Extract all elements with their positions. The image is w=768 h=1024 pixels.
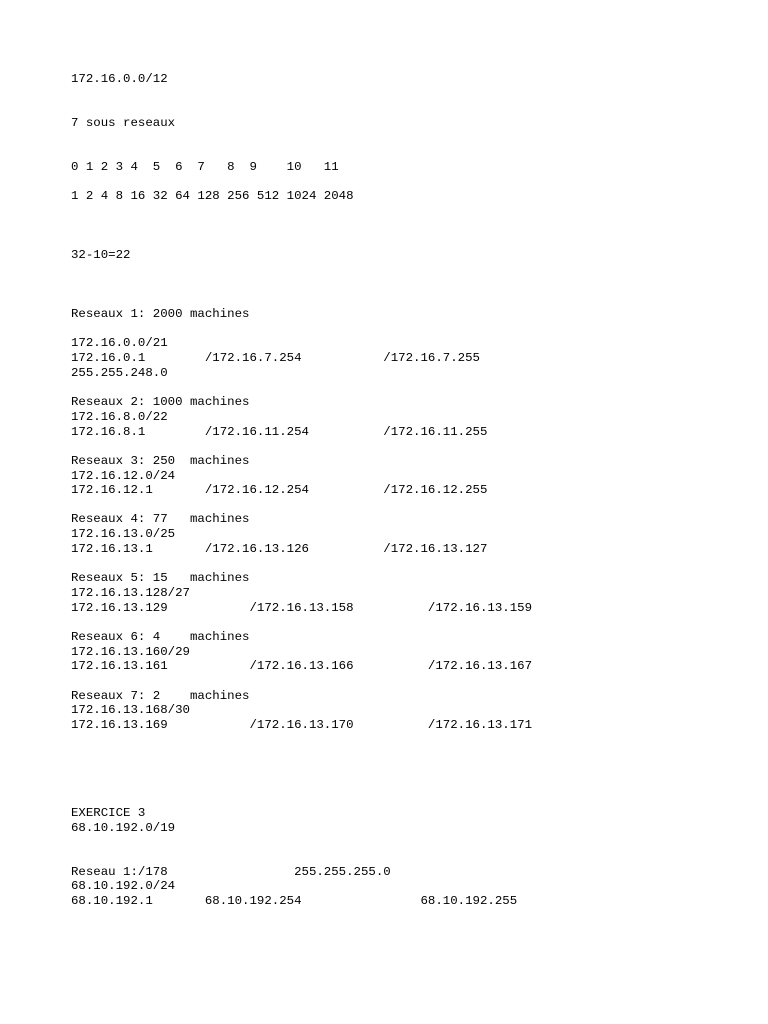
network-6-heading: Reseaux 6: 4 machines <box>71 630 250 644</box>
network-2-prefix: 172.16.8.0/22 <box>71 410 168 424</box>
network-2-range: 172.16.8.1 /172.16.11.254 /172.16.11.255 <box>71 425 488 439</box>
network-5-prefix: 172.16.13.128/27 <box>71 586 190 600</box>
network-1-range: 172.16.0.1 /172.16.7.254 /172.16.7.255 <box>71 351 480 365</box>
network-4-range: 172.16.13.1 /172.16.13.126 /172.16.13.127 <box>71 542 488 556</box>
network-7-prefix: 172.16.13.168/30 <box>71 703 190 717</box>
network-7-range: 172.16.13.169 /172.16.13.170 /172.16.13.171 <box>71 718 533 732</box>
network-1-mask: 255.255.248.0 <box>71 366 168 380</box>
network-5-heading: Reseaux 5: 15 machines <box>71 571 250 585</box>
exercise-3-network-1-prefix: 68.10.192.0/24 <box>71 879 176 893</box>
network-3-prefix: 172.16.12.0/24 <box>71 469 176 483</box>
network-5-range: 172.16.13.129 /172.16.13.158 /172.16.13.159 <box>71 601 533 615</box>
subnet-count-line: 7 sous reseaux <box>71 116 176 130</box>
exercise-3-network-1-range: 68.10.192.1 68.10.192.254 68.10.192.255 <box>71 894 518 908</box>
network-2-heading: Reseaux 2: 1000 machines <box>71 395 250 409</box>
network-6-range: 172.16.13.161 /172.16.13.166 /172.16.13.167 <box>71 659 533 673</box>
exercise-3-network-1-heading: Reseau 1:/178 255.255.255.0 <box>71 865 391 879</box>
network-4-prefix: 172.16.13.0/25 <box>71 527 176 541</box>
network-1-heading: Reseaux 1: 2000 machines <box>71 307 250 321</box>
network-address-line: 172.16.0.0/12 <box>71 72 168 86</box>
network-6-prefix: 172.16.13.160/29 <box>71 645 190 659</box>
exercise-3-network: 68.10.192.0/19 <box>71 821 176 835</box>
network-4-heading: Reseaux 4: 77 machines <box>71 512 250 526</box>
network-7-heading: Reseaux 7: 2 machines <box>71 689 250 703</box>
exercise-3-heading: EXERCICE 3 <box>71 806 146 820</box>
power-index-line: 0 1 2 3 4 5 6 7 8 9 10 11 <box>71 160 339 174</box>
network-3-heading: Reseaux 3: 250 machines <box>71 454 250 468</box>
prefix-calculation-line: 32-10=22 <box>71 248 131 262</box>
power-value-line: 1 2 4 8 16 32 64 128 256 512 1024 2048 <box>71 189 354 203</box>
network-3-range: 172.16.12.1 /172.16.12.254 /172.16.12.255 <box>71 483 488 497</box>
network-1-prefix: 172.16.0.0/21 <box>71 336 168 350</box>
